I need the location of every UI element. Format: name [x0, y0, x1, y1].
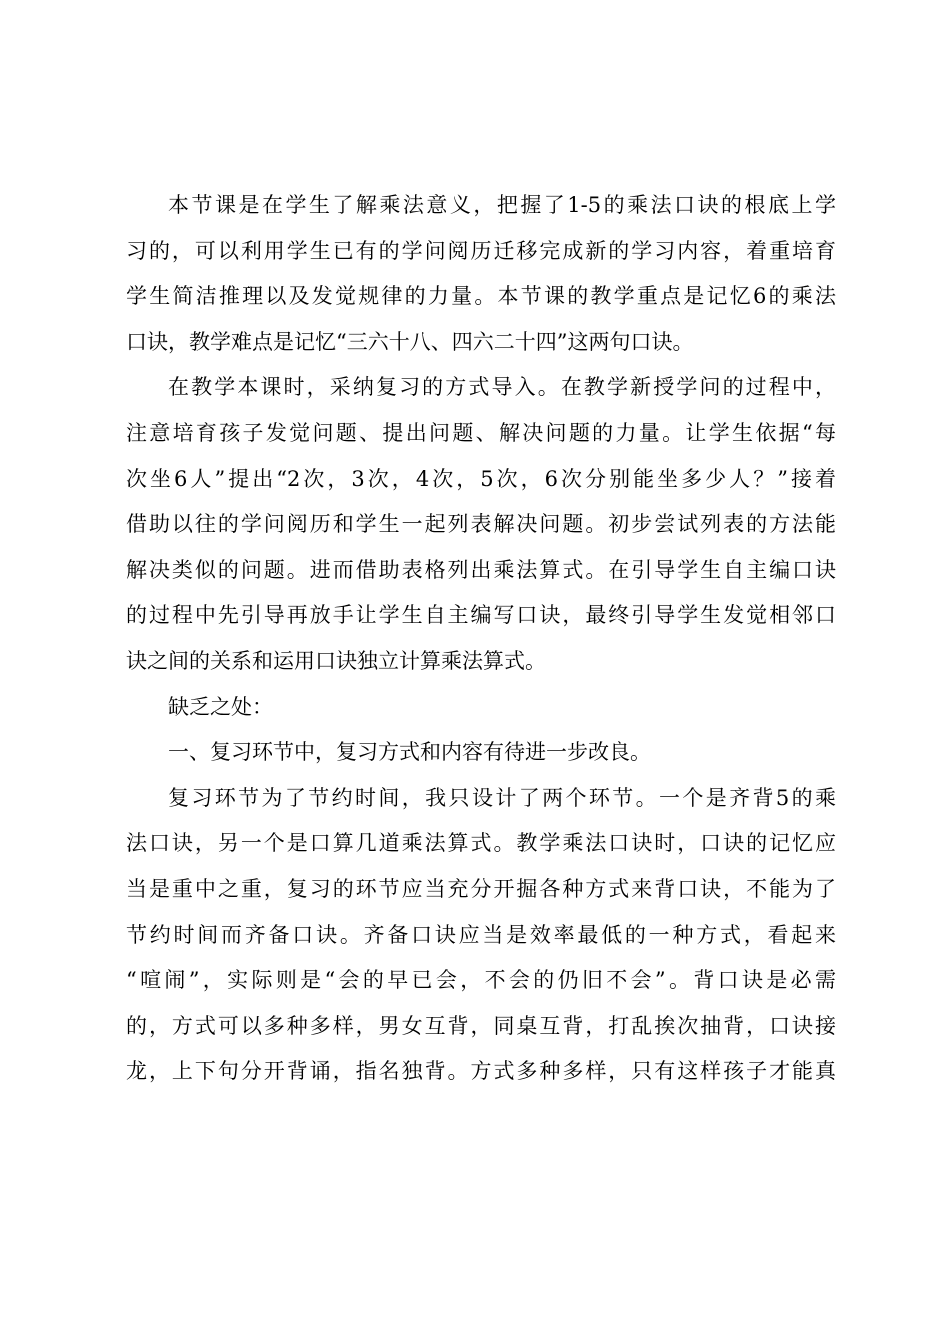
paragraph-1: [126, 183, 836, 365]
paragraph-line: 在教学本课时，采纳复习的方式导入。在教学新授学问的过程中，: [168, 375, 836, 400]
paragraph-line: 龙，上下句分开背诵，指名独背。方式多种多样，只有这样孩子才能真: [126, 1059, 836, 1084]
subheading-review: [126, 730, 836, 776]
paragraph-5: [126, 776, 836, 1095]
paragraph-line: 复习环节为了节约时间，我只设计了两个环节。一个是齐背5的乘: [168, 785, 836, 810]
paragraph-line: 诀之间的关系和运用口诀独立计算乘法算式。: [126, 648, 546, 673]
paragraph-line: 学生简洁推理以及发觉规律的力量。本节课的教学重点是记忆6的乘法: [126, 284, 836, 309]
paragraph-line: 口诀，教学难点是记忆“三六十八、四六二十四”这两句口诀。: [126, 329, 694, 354]
paragraph-line: 的，方式可以多种多样，男女互背，同桌互背，打乱挨次抽背，口诀接: [126, 1013, 836, 1038]
paragraph-line: 次坐6人”提出“2次，3次，4次，5次，6次分别能坐多少人？”接着: [126, 466, 836, 491]
paragraph-line: 注意培育孩子发觉问题、提出问题、解决问题的力量。让学生依据“每: [126, 420, 836, 445]
paragraph-line: 解决类似的问题。进而借助表格列出乘法算式。在引导学生自主编口诀: [126, 557, 836, 582]
paragraph-line: 本节课是在学生了解乘法意义，把握了1-5的乘法口诀的根底上学: [168, 193, 836, 217]
paragraph-line: 的过程中先引导再放手让学生自主编写口诀，最终引导学生发觉相邻口: [126, 603, 836, 628]
section-heading-shortcomings: [126, 685, 836, 731]
paragraph-line: 节约时间而齐备口诀。齐备口诀应当是效率最低的一种方式，看起来: [126, 922, 836, 947]
paragraph-line: 当是重中之重，复习的环节应当充分开掘各种方式来背口诀，不能为了: [126, 876, 836, 901]
paragraph-line: 一、复习环节中，复习方式和内容有待进一步改良。: [168, 740, 651, 765]
paragraph-2: [126, 365, 836, 684]
paragraph-line: 法口诀，另一个是口算几道乘法算式。教学乘法口诀时，口诀的记忆应: [126, 831, 836, 856]
paragraph-line: 缺乏之处：: [168, 694, 273, 719]
paragraph-line: 借助以往的学问阅历和学生一起列表解决问题。初步尝试列表的方法能: [126, 512, 836, 537]
paragraph-line: 习的，可以利用学生已有的学问阅历迁移完成新的学习内容，着重培育: [126, 238, 836, 263]
paragraph-line: “喧闹”，实际则是“会的早已会，不会的仍旧不会”。背口诀是必需: [126, 968, 836, 993]
document-body: [126, 183, 836, 1095]
